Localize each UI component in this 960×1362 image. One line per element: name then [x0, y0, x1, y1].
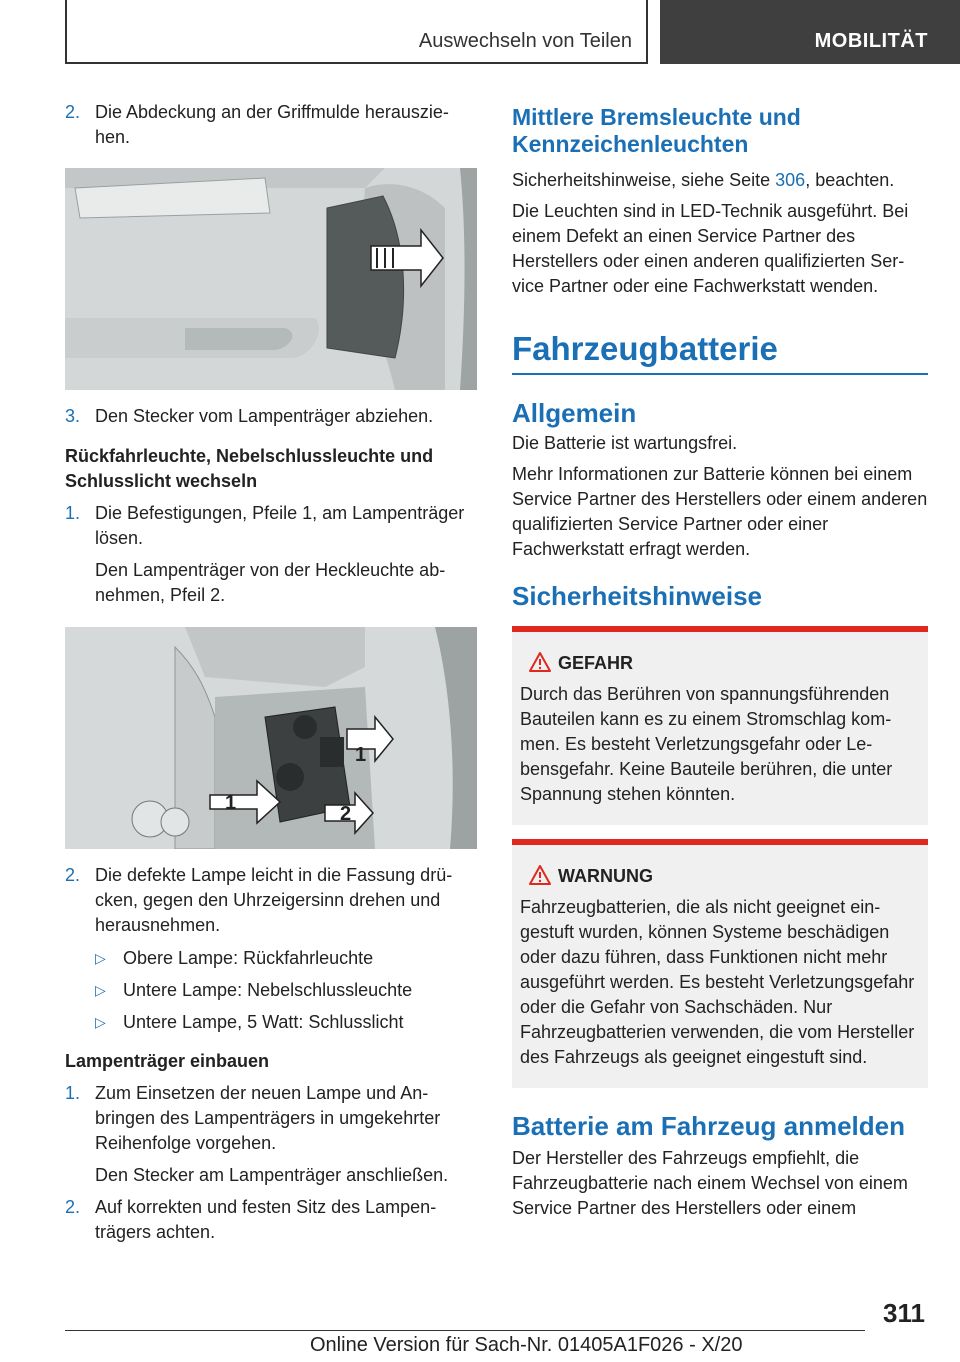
step-number: 1. — [65, 503, 81, 523]
led-paragraph: Die Leuchten sind in LED-Technik ausgeführt. Bei einem Defekt an einen Service Partner des Herstellers oder einen anderen qualifizierten Service Partner oder eine Fachwerkstatt wenden. — [512, 201, 909, 296]
safety-reference — [512, 168, 928, 193]
warning-triangle-icon — [528, 864, 552, 886]
step-text: Die Befestigungen, Pfeile 1, am Lampenträger lösen. — [95, 503, 465, 548]
warning-label: WARNUNG — [558, 866, 653, 886]
heading-brake-light: Mittlere Bremsleuchte und Kennzeichenleuchten — [512, 104, 801, 157]
safety-text: Sicherheitshinweise, siehe Seite — [512, 170, 776, 190]
header-chapter-title: MOBILITÄT — [814, 30, 928, 52]
photo-handle-cover — [65, 168, 477, 390]
step-1-note: Den Lampenträger von der Heckleuchte abnehmen, Pfeil 2. — [95, 560, 446, 605]
bullet-triangle-icon: ▷ — [95, 950, 106, 966]
handle-cover-illustration — [65, 168, 477, 390]
header-section-title: Auswechseln von Teilen — [418, 30, 632, 52]
footer-rule — [65, 1330, 865, 1331]
step-number: 2. — [65, 102, 81, 122]
step-number: 1. — [65, 1083, 81, 1103]
step-2 — [65, 100, 477, 150]
header-chapter-box — [660, 0, 960, 64]
bullet-triangle-icon: ▷ — [95, 982, 106, 998]
step-text: Auf korrekten und festen Sitz des Lampenträgers achten. — [95, 1197, 437, 1242]
danger-box — [512, 626, 928, 825]
bullet-text: Obere Lampe: Rückfahrleuchte — [123, 948, 374, 968]
bullet-item — [65, 1010, 477, 1035]
more-info-text: Mehr Informationen zur Batterie können bei einem Service Partner des Herstellers oder einem anderen qualifizierten Service Partner oder einer Fachwerkstatt erfragt werden. — [512, 464, 928, 559]
left-column — [65, 100, 477, 1245]
page-link[interactable]: 306 — [775, 170, 806, 190]
heading-vehicle-battery: Fahrzeugbatterie — [512, 330, 778, 367]
step-number: 2. — [65, 865, 81, 885]
bullet-text: Untere Lampe: Nebelschlussleuchte — [123, 980, 413, 1000]
label-arrow-1-lower: 1 — [225, 792, 237, 814]
header-section-box — [65, 0, 648, 64]
label-arrow-1-upper: 1 — [355, 744, 367, 766]
step-number: 3. — [65, 406, 81, 426]
step-text: Die defekte Lampe leicht in die Fassung drücken, gegen den Uhrzeigersinn drehen und herausnehmen. — [95, 865, 453, 935]
step-2-lamp — [65, 863, 477, 938]
step-number: 2. — [65, 1197, 81, 1217]
danger-label: GEFAHR — [558, 653, 634, 673]
maintenance-free-text: Die Batterie ist wartungsfrei. — [512, 433, 738, 453]
right-column — [512, 104, 928, 1221]
install-step-1 — [65, 1081, 477, 1156]
step-text: Zum Einsetzen der neuen Lampe und Anbringen des Lampenträgers in umgekehrter Reihenfolge vorgehen. — [95, 1083, 441, 1153]
subheading-rear-lights: Rückfahrleuchte, Nebelschlussleuchte und Schlusslicht wechseln — [65, 446, 434, 491]
warning-title — [520, 863, 920, 889]
step-1 — [65, 501, 477, 551]
footer-text: Online Version für Sach-Nr. 01405A1F026 - X/20 — [310, 1334, 743, 1356]
bullet-item — [65, 946, 477, 971]
heading-general: Allgemein — [512, 398, 637, 428]
bullet-text: Untere Lampe, 5 Watt: Schlusslicht — [123, 1012, 404, 1032]
warning-text: Fahrzeugbatterien, die als nicht geeignet eingestuft wurden, können Systeme beschädigen oder dazu führen, dass Funktionen nicht mehr ausgeführt werden. Es besteht Verletzungsgefahr oder die Gefahr von Sachschäden. Nur Fahrzeugbatterien verwenden, die vom Hersteller des Fahrzeugs als geeignet eingestuft sind. — [520, 897, 915, 1067]
bullet-item — [65, 978, 477, 1003]
page-number: 311 — [883, 1298, 925, 1328]
lamp-carrier-illustration — [65, 627, 477, 849]
danger-text: Durch das Berühren von spannungsführenden Bauteilen kann es zu einem Stromschlag kommen. Es besteht Verletzungsgefahr oder Lebensgefahr. Keine Bauteile berühren, die unter Spannung stehen könnten. — [520, 684, 893, 804]
install-step-2 — [65, 1195, 477, 1245]
danger-title — [520, 650, 920, 676]
step-text: Den Stecker vom Lampenträger abziehen. — [95, 406, 434, 426]
bullet-triangle-icon: ▷ — [95, 1014, 106, 1030]
photo-lamp-carrier — [65, 627, 477, 849]
register-text: Der Hersteller des Fahrzeugs empfiehlt, die Fahrzeugbatterie nach einem Wechsel von einem Service Partner des Herstellers oder einem — [512, 1148, 908, 1218]
subheading-install: Lampenträger einbauen — [65, 1051, 270, 1071]
warning-box — [512, 839, 928, 1088]
install-step-1-note: Den Stecker am Lampenträger anschließen. — [95, 1165, 449, 1185]
warning-triangle-icon — [528, 651, 552, 673]
step-3 — [65, 404, 477, 429]
heading-safety: Sicherheitshinweise — [512, 581, 762, 611]
heading-rule — [512, 373, 928, 375]
step-text: Die Abdeckung an der Griffmulde herausziehen. — [95, 102, 449, 147]
safety-text-end: , beachten. — [805, 170, 895, 190]
heading-register-battery: Batterie am Fahrzeug anmelden — [512, 1111, 905, 1141]
label-arrow-2: 2 — [340, 803, 352, 825]
